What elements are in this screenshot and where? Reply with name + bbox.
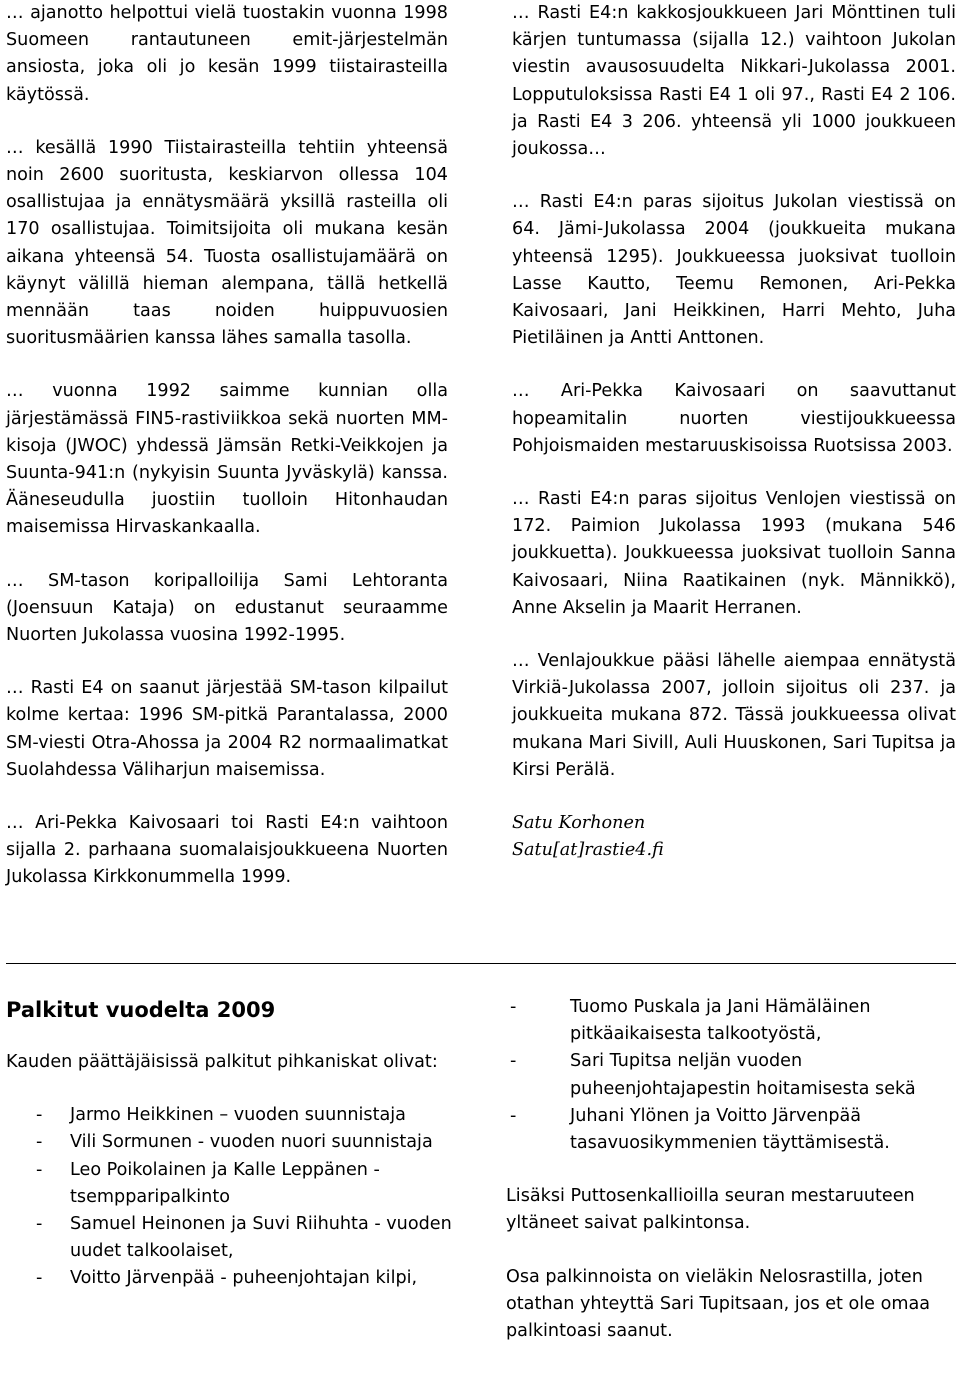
list-item-text: Voitto Järvenpää - puheenjohtajan kilpi, [70,1268,418,1289]
list-item-text: Jarmo Heikkinen – vuoden suunnistaja [70,1105,406,1126]
list-item [6,1211,466,1265]
section-divider [6,963,956,964]
list-item [6,1129,466,1156]
awards-section [6,995,466,1293]
list-dash: - [510,1051,517,1072]
awards-list-right [506,994,956,1157]
paragraph-kaivosaari-1999: … Ari-Pekka Kaivosaari toi Rasti E4:n vaihtoon sijalla 2. parhaana suomalaisjoukkueena Nuorten Jukolassa Kirkkonummella 1999. [6,813,448,888]
paragraph-championship-prizes: Lisäksi Puttosenkallioilla seuran mestaruuteen yltäneet saivat palkintonsa. [506,1186,915,1234]
awards-list-left [6,1102,466,1292]
list-dash: - [36,1268,43,1289]
list-item [6,1265,466,1292]
paragraph-emit: … ajanotto helpottui vielä tuostakin vuonna 1998 Suomeen rantautuneen emit-järjestelmän ansiosta, joka oli jo kesän 1999 tiistairasteilla käytössä. [6,3,448,105]
signature-name: Satu Korhonen [512,813,646,834]
paragraph-contact-sari: Osa palkinnoista on vieläkin Nelosrastilla, joten otathan yhteyttä Sari Tupitsaan, jos et ole omaa palkintoasi saanut. [506,1266,931,1342]
left-column [6,0,448,918]
paragraph-kaivosaari-silver: … Ari-Pekka Kaivosaari on saavuttanut hopeamitalin nuorten viestijoukkueessa Pohjoismaiden mestaruuskisoissa Ruotsissa 2003. [512,381,956,456]
right-column [512,0,956,864]
list-item [506,1103,956,1157]
list-item [6,1102,466,1129]
awards-intro: Kauden päättäjäisissä palkitut pihkaniskat olivat: [6,1052,438,1072]
list-item [506,1048,956,1102]
paragraph-lehtoranta: … SM-tason koripalloilija Sami Lehtoranta (Joensuun Kataja) on edustanut seuraamme Nuorten Jukolassa vuosina 1992-1995. [6,570,448,646]
paragraph-monttinen: … Rasti E4:n kakkosjoukkueen Jari Mönttinen tuli kärjen tuntumassa (sijalla 12.) vaihtoon Jukolan viestin avausosuudelta Nikkari-Jukolassa 2001. Lopputuloksissa Rasti E4 1 oli 97., Rasti E4 2 106. ja Rasti E4 3 206. yhteensä yli 1000 joukkueen joukossa… [512,3,956,160]
list-item-text: Juhani Ylönen ja Voitto Järvenpää tasavuosikymmenien täyttämisestä. [570,1105,890,1154]
paragraph-jukola-best: … Rasti E4:n paras sijoitus Jukolan viestissä on 64. Jämi-Jukolassa 2004 (joukkueita mukana yhteensä 1295). Joukkueessa juoksivat tuolloin Lasse Kautto, Teemu Remonen, Ari-Pekka Kaivosaari, Jani Heikkinen, Harri Mehto, Juha Pietiläinen ja Antti Anttonen. [512,192,956,349]
list-item [506,994,956,1048]
list-dash: - [510,997,517,1017]
paragraph-venla-2007: … Venlajoukkue pääsi lähelle aiempaa ennätystä Virkiä-Jukolassa 2007, jolloin sijoitus oli 237. ja joukkueita mukana 872. Tässä joukkueessa olivat mukana Mari Sivill, Auli Huuskonen, Sari Tupitsa ja Kirsi Perälä. [512,651,956,780]
list-dash: - [510,1105,517,1126]
list-item-text: Vili Sormunen - vuoden nuori suunnistaja [70,1132,433,1153]
list-dash: - [36,1159,43,1180]
awards-title: Palkitut vuodelta 2009 [6,998,276,1022]
list-item-text: Samuel Heinonen ja Suvi Riihuhta - vuoden uudet talkoolaiset, [70,1214,452,1262]
list-item-text: Sari Tupitsa neljän vuoden puheenjohtajapestin hoitamisesta sekä [570,1051,916,1099]
list-item [6,1157,466,1211]
paragraph-sm-competitions: … Rasti E4 on saanut järjestää SM-tason kilpailut kolme kertaa: 1996 SM-pitkä Parantalassa, 2000 SM-viesti Otra-Ahossa ja 2004 R2 normaalimatkat Suolahdessa Väliharjun maisemissa. [6,678,448,780]
list-dash: - [36,1105,43,1126]
paragraph-1990-stats: … kesällä 1990 Tiistairasteilla tehtiin yhteensä noin 2600 suoritusta, keskiarvon ollessa 104 osallistujaa ja ennätysmäärä yksillä rasteilla oli 170 osallistujaa. Toimitsijoita oli mukana kesän aikana yhteensä 54. Tuosta osallistujamäärä on käynyt välillä hieman alempana, tällä hetkellä mennään taas noiden huippuvuosien suoritusmäärien kanssa lähes samalla tasolla. [6,137,448,349]
list-dash: - [36,1214,43,1235]
paragraph-1992-fin5: … vuonna 1992 saimme kunnian olla järjestämässä FIN5-rastiviikkoa sekä nuorten MM-kisoja (JWOC) yhdessä Jämsän Retki-Veikkojen ja Suunta-941:n (nykyisin Suunta Jyväskylä) kanssa. Ääneseudulla juostiin tuolloin Hitonhaudan maisemissa Hirvaskankaalla. [6,381,448,538]
list-item-text: Leo Poikolainen ja Kalle Leppänen - tsempparipalkinto [70,1159,380,1207]
awards-continued [506,994,956,1371]
paragraph-venla-best: … Rasti E4:n paras sijoitus Venlojen viestissä on 172. Paimion Jukolassa 1993 (mukana 546 joukkuetta). Joukkueessa juoksivat tuolloin Sanna Kaivosaari, Niina Raatikainen (nyk. Männikkö), Anne Akselin ja Maarit Herranen. [512,489,956,618]
list-dash: - [36,1132,43,1153]
list-item-text: Tuomo Puskala ja Jani Hämäläinen pitkäaikaisesta talkootyöstä, [570,997,871,1045]
signature-email: Satu[at]rastie4.fi [512,840,664,861]
